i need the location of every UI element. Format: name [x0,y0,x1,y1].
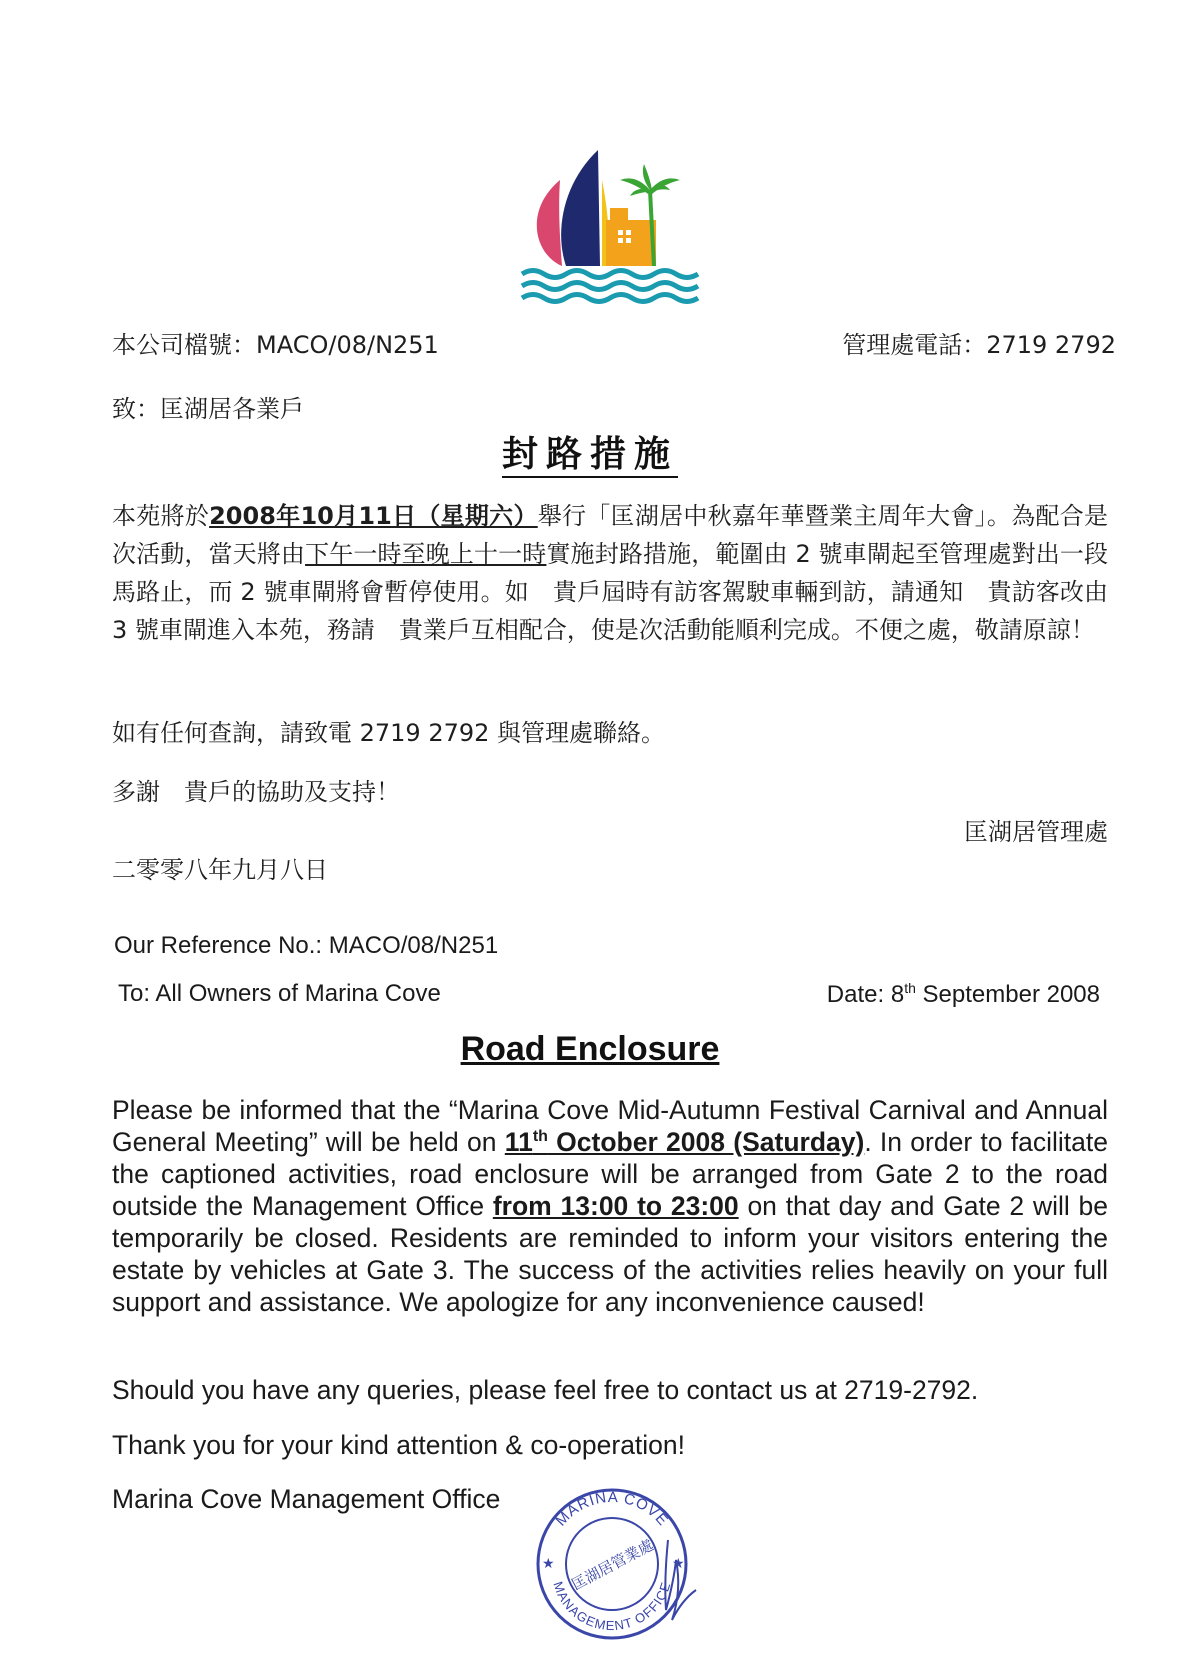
stamp-outer-top-text: MARINA COVE [552,1488,672,1530]
company-stamp [528,1480,718,1642]
body-paragraph-en: Please be informed that the “Marina Cove Mid-Autumn Festival Carnival and Annual General Meeting” will be held on 11th October 2008 (Saturday). In order to facilitate the captioned activities, road enclosure will be arranged from Gate 2 to the road outside the Management Office from 13:00 to 23:00 on that day and Gate 2 will be temporarily be closed. Residents are reminded to inform your visitors entering the estate by vehicles at Gate 3. The success of the activities relies heavily on your full support and assistance. We apologize for any inconvenience caused! [112,1095,1109,1317]
query-line-en: Should you have any queries, please feel free to contact us at 2719-2792. [112,1375,979,1405]
title-en: Road Enclosure [460,1030,720,1068]
waves-shape [522,271,698,302]
reference-number-en: Our Reference No.: MACO/08/N251 [114,932,499,959]
thanks-line-en: Thank you for your kind attention & co-operation! [112,1430,686,1460]
body-paragraph-zh: 本苑將於2008年10月11日（星期六）舉行「匡湖居中秋嘉年華暨業主周年大會」。為配合是次活動，當天將由下午一時至晚上十一時實施封路措施，範圍由 2 號車閘起至管理處對出一段馬路止，而 2 號車閘將會暫停使用。如 貴戶屆時有訪客駕駛車輛到訪，請通知 貴訪客改由 3 號車閘進入本苑，務請 貴業戶互相配合，使是次活動能順利完成。不便之處，敬請原諒！ [112,502,1109,644]
stamp-star-left-icon: ★ [542,1555,555,1571]
stamp-outer-bottom-text: MANAGEMENT OFFICE [550,1579,674,1634]
issue-date-en: Date: 8th September 2008 [826,980,1100,1008]
pink-sail-shape [537,180,562,266]
office-signature-en: Marina Cove Management Office [112,1484,501,1514]
reference-number-zh: 本公司檔號：MACO/08/N251 [112,331,439,359]
building-shape [606,208,656,266]
closure-time-en: from 13:00 to 23:00 [492,1191,739,1221]
recipient-zh: 致：匡湖居各業戶 [112,395,304,423]
recipient-en: To: All Owners of Marina Cove [118,980,441,1007]
office-phone-zh: 管理處電話：2719 2792 [842,331,1116,359]
stamp-inner-text: 匡湖居管業處 [568,1535,657,1594]
event-date-zh: 2008年10月11日（星期六） [209,502,538,530]
navy-sail-shape [561,150,600,266]
thanks-line-zh: 多謝 貴戶的協助及支持！ [112,778,400,806]
event-date-en: 11th October 2008 (Saturday) [504,1127,865,1157]
office-signature-zh: 匡湖居管理處 [964,818,1108,846]
marina-cove-logo [518,150,702,308]
closure-time-zh: 下午一時至晚上十一時 [305,540,547,568]
stamp-star-right-icon: ★ [672,1555,685,1571]
title-zh: 封路措施 [0,426,1180,477]
issue-date-zh: 二零零八年九月八日 [112,856,328,884]
enquiry-line-zh: 如有任何查詢，請致電 2719 2792 與管理處聯絡。 [112,719,666,747]
